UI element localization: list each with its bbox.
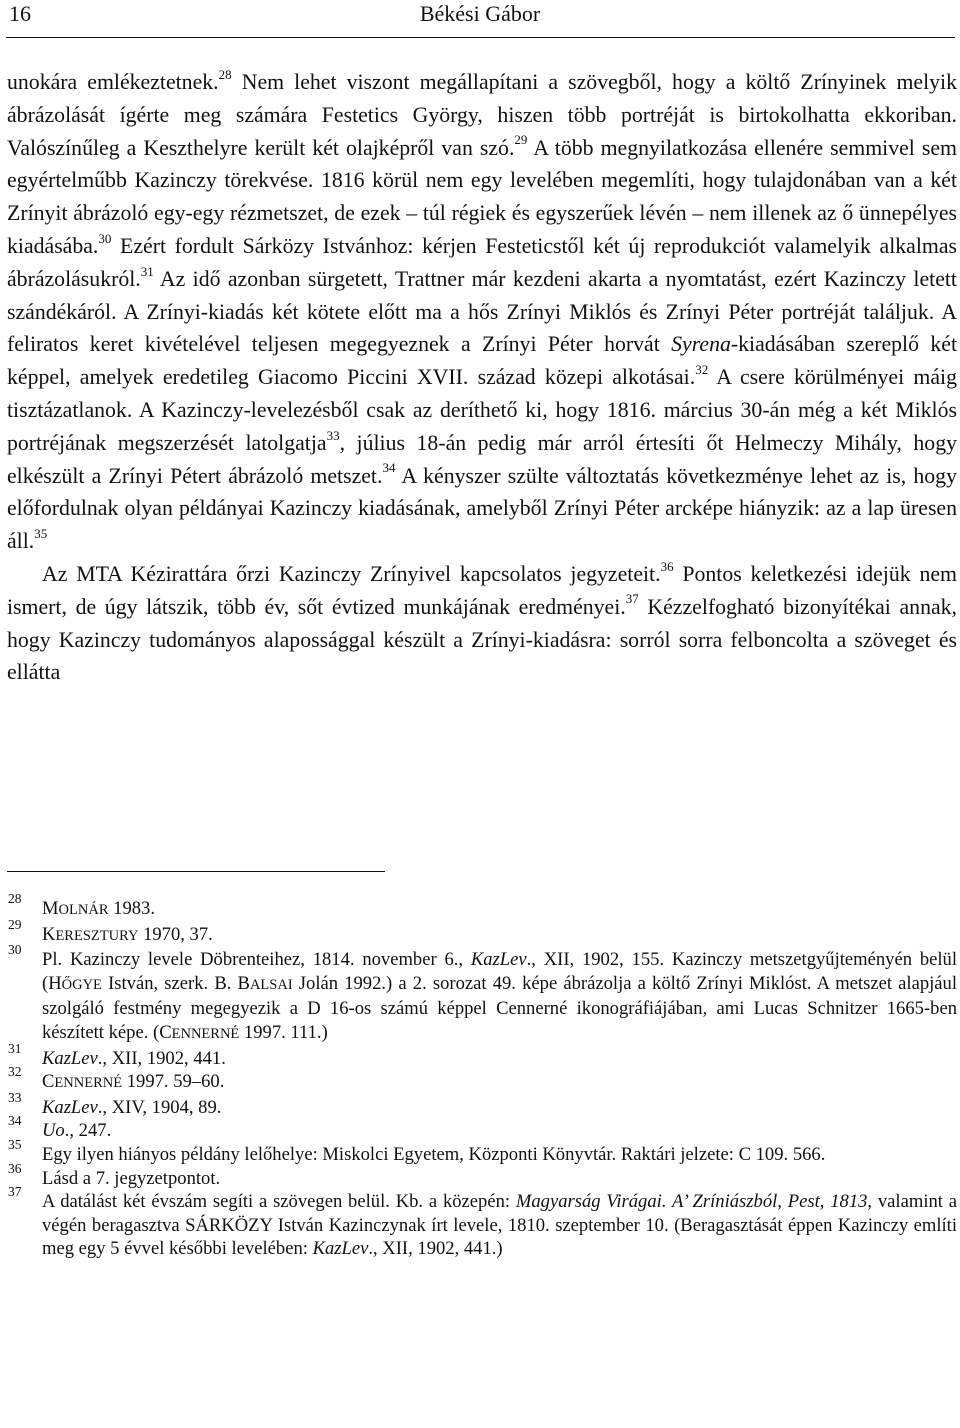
footnote-35 bbox=[0, 1136, 957, 1167]
italic-title: Syrena bbox=[671, 332, 731, 357]
footnote-32 bbox=[0, 1064, 957, 1096]
text-run: Az MTA Kézirattára őrzi Kazinczy Zrínyivel kapcsolatos jegyzeteit. bbox=[42, 561, 661, 586]
footnote-ref-28[interactable]: 28 bbox=[218, 66, 232, 82]
footnote-text: ., XII, 1902, 155. Kazinczy metszetgyűjteményén belül ( bbox=[42, 949, 957, 994]
main-text bbox=[7, 66, 957, 689]
footnote-ref-37[interactable]: 37 bbox=[625, 591, 639, 607]
italic-source: KazLev bbox=[42, 1047, 98, 1069]
footnotes bbox=[0, 891, 958, 1261]
footnote-ref-29[interactable]: 29 bbox=[514, 132, 528, 148]
italic-source: KazLev bbox=[470, 949, 527, 971]
text-run: unokára emlékeztetnek. bbox=[7, 70, 219, 94]
footnote-text: ., XIV, 1904, 89. bbox=[97, 1096, 222, 1118]
footnote-text: 1997. 111.) bbox=[239, 1021, 328, 1043]
footnote-number: 37 bbox=[8, 1184, 22, 1200]
footnote-text: Pl. Kazinczy levele Döbrenteihez, 1814. november 6., bbox=[42, 949, 471, 971]
footnote-text: 1983. bbox=[108, 898, 155, 919]
paragraph-1 bbox=[7, 66, 957, 558]
footnote-ref-32[interactable]: 32 bbox=[695, 361, 709, 377]
footnote-text: ., XII, 1902, 441.) bbox=[368, 1238, 503, 1260]
italic-source: KazLev bbox=[312, 1238, 369, 1260]
footnote-text: István, szerk. B. bbox=[101, 972, 238, 994]
footnote-text: Lásd a 7. jegyzetpontot. bbox=[42, 1167, 221, 1189]
author-smallcaps: ENNERNÉ bbox=[171, 1025, 240, 1042]
footnote-36 bbox=[0, 1160, 957, 1191]
italic-source: KazLev bbox=[42, 1096, 98, 1118]
author-initial: K bbox=[42, 923, 56, 945]
footnote-ref-30[interactable]: 30 bbox=[98, 230, 112, 246]
author-initial: M bbox=[42, 898, 59, 919]
footnote-33 bbox=[0, 1089, 957, 1120]
author-smallcaps: ENNERNÉ bbox=[54, 1075, 123, 1092]
footnote-text: , valamint a végén beragasztva SÁRKÖZY István Kazinczynak írt levele, 1810. szeptember 10. (Beragasztását éppen Kazinczy említi meg egy 5 évvel későbbi levelében: bbox=[42, 1191, 958, 1260]
footnote-29 bbox=[0, 916, 957, 949]
footnote-28 bbox=[0, 891, 957, 923]
footnote-ref-33[interactable]: 33 bbox=[326, 427, 340, 443]
text-run: Nem lehet viszont megállapítani a szövegből, hogy a költő Zrínyinek melyik ábrázolását ígérte meg számára Festetics György, hiszen több portréját is birtokolhatta ekkoriban. Valószínűleg a Keszthelyre került két olajképről van szó. bbox=[7, 70, 957, 160]
author-smallcaps: ŐGYE bbox=[61, 976, 102, 993]
footnote-number: 30 bbox=[8, 942, 22, 958]
text-run: -kiadásában szereplő két képpel, amelyek eredetileg Giacomo Piccini XVII. század közepi alkotásai. bbox=[7, 332, 957, 390]
text-run: Az idő azonban sürgetett, Trattner már kezdeni akarta a nyomtatást, ezért Kazinczy letett szándékáról. A Zrínyi-kiadás két kötete előtt ma a hős Zrínyi Miklós és Zrínyi Péter portréját találjuk. A feliratos keret kivételével teljesen megegyeznek a Zrínyi Péter horvát bbox=[7, 266, 957, 357]
author-smallcaps: OLNÁR bbox=[58, 902, 109, 918]
footnote-ref-36[interactable]: 36 bbox=[660, 558, 674, 574]
text-run: Pontos keletkezési idejük nem ismert, de úgy látszik, több év, sőt évtized munkájának eredményei. bbox=[7, 561, 958, 619]
page-header bbox=[0, 0, 960, 40]
footnote-number: 35 bbox=[8, 1136, 22, 1152]
footnote-separator bbox=[7, 871, 385, 872]
paragraph-2 bbox=[7, 558, 957, 689]
header-rule bbox=[6, 37, 955, 38]
running-head: Békési Gábor bbox=[419, 1, 541, 26]
footnote-37 bbox=[0, 1184, 958, 1261]
footnote-number: 33 bbox=[8, 1089, 22, 1105]
footnote-number: 28 bbox=[8, 891, 22, 906]
footnote-number: 36 bbox=[8, 1160, 22, 1176]
footnote-number: 32 bbox=[8, 1064, 22, 1080]
text-run: , július 18-án pedig már arról értesíti őt Helmeczy Mihály, hogy elkészült a Zrínyi Pétert ábrázoló metszet. bbox=[7, 430, 957, 488]
footnote-text: Jolán 1992.) a 2. sorozat 49. képe ábrázolja a költő Zrínyi Miklóst. A metszet alapjául szolgáló festmény megegyezik a D 16-os számú képpel Cennerné ikonográfiájában, ami Lucas Schnitzer 1665-ben készített képe. ( bbox=[42, 972, 957, 1043]
footnote-text: Egy ilyen hiányos példány lelőhelye: Miskolci Egyetem, Központi Könyvtár. Raktári jelzete: C 109. 566. bbox=[42, 1143, 826, 1165]
italic-source: Uo bbox=[42, 1120, 65, 1142]
footnote-number: 34 bbox=[8, 1113, 22, 1129]
footnote-text: 1997. 59–60. bbox=[122, 1071, 225, 1093]
footnote-number: 31 bbox=[8, 1040, 22, 1056]
text-run: A kényszer szülte változtatás következménye lehet az is, hogy előfordulnak olyan példányai Kazinczy kiadásának, amelyből Zrínyi Péter arcképe hiányzik: az a lap üresen áll. bbox=[7, 463, 957, 554]
text-run: A csere körülményei máig tisztázatlanok. A Kazinczy-levelezésből csak az deríthető ki, hogy 1816. március 30-án még a két Miklós portréjának megszerzését latolgatja bbox=[7, 365, 957, 455]
footnote-text: A datálást két évszám segíti a szövegen belül. Kb. a közepén: bbox=[42, 1191, 516, 1213]
footnote-34 bbox=[0, 1113, 957, 1143]
footnote-31 bbox=[0, 1040, 957, 1071]
footnote-30 bbox=[0, 942, 957, 1046]
footnote-text: ., 247. bbox=[64, 1120, 112, 1142]
author-smallcaps: ERESZTURY bbox=[55, 927, 139, 944]
footnote-ref-35[interactable]: 35 bbox=[34, 525, 48, 541]
text-run: A több megnyilatkozása ellenére semmivel sem egyértelműbb Kazinczy törekvése. 1816 körül nem egy levelében megemlíti, hogy tulajdonában van a két Zrínyit ábrázoló egy-egy rézmetszet, de ezek – túl régiek és egyszerűek lévén – nem illenek az ő ünnepélyes kiadásába. bbox=[7, 135, 957, 258]
italic-source: Magyarság Virágai. A’ Zríniászból, Pest, 1813 bbox=[515, 1191, 868, 1213]
author-smallcaps: ALSAI bbox=[249, 976, 293, 993]
page-number: 16 bbox=[9, 1, 31, 26]
author-initial: C bbox=[42, 1071, 55, 1093]
footnote-ref-34[interactable]: 34 bbox=[382, 460, 396, 476]
author-initial: C bbox=[159, 1021, 172, 1043]
text-run: Ezért fordult Sárközy Istvánhoz: kérjen Festeticstől két új reprodukciót valamelyik alkalmas ábrázolásukról. bbox=[7, 233, 957, 291]
footnote-ref-31[interactable]: 31 bbox=[140, 263, 154, 279]
author-initial: B bbox=[237, 972, 250, 994]
footnote-number: 29 bbox=[8, 916, 22, 932]
author-initial: H bbox=[48, 972, 62, 994]
footnote-text: 1970, 37. bbox=[138, 923, 213, 945]
text-run: Kézzelfogható bizonyítékai annak, hogy Kazinczy tudományos alapossággal készült a Zrínyi-kiadásra: sorról sorra felboncolta a szöveget és ellátta bbox=[7, 594, 957, 685]
footnote-text: ., XII, 1902, 441. bbox=[97, 1047, 226, 1069]
